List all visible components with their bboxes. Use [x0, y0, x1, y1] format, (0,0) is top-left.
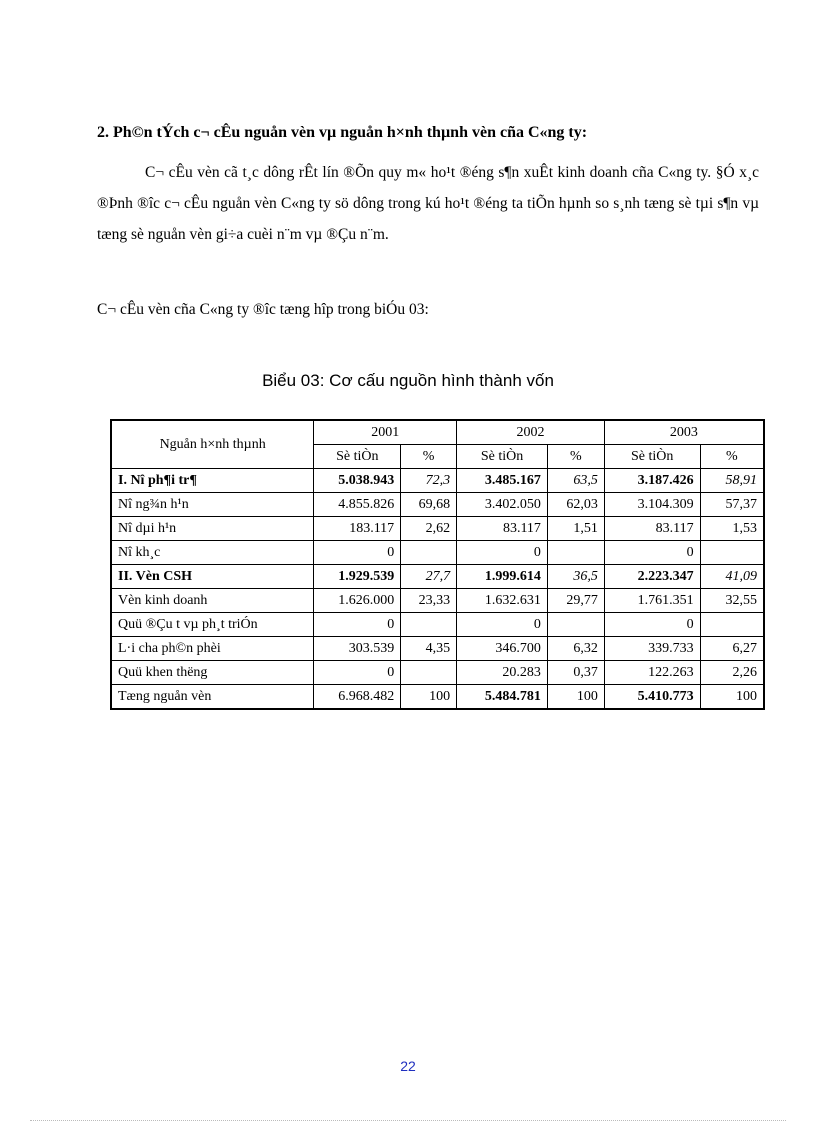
- cell-amount: 0: [604, 613, 700, 637]
- cell-amount: 0: [314, 661, 401, 685]
- cell-percent: 62,03: [547, 493, 604, 517]
- cell-amount: 122.263: [604, 661, 700, 685]
- cell-percent: [700, 613, 764, 637]
- cell-amount: 20.283: [457, 661, 548, 685]
- table-caption: Biểu 03: Cơ cấu nguồn hình thành vốn: [262, 371, 554, 390]
- table-header-row: [111, 420, 764, 445]
- header-source: Nguån h×nh thµnh: [111, 420, 314, 469]
- cell-amount: 0: [314, 541, 401, 565]
- cell-amount: 5.410.773: [604, 685, 700, 710]
- cell-percent: 100: [547, 685, 604, 710]
- table-row: [111, 589, 764, 613]
- table-row: [111, 469, 764, 493]
- section-heading: 2. Ph©n tÝch c¬ cÊu nguån vèn vµ nguån h×nh thµnh vèn cña C«ng ty:: [97, 124, 588, 141]
- cell-percent: [401, 541, 457, 565]
- cell-percent: 41,09: [700, 565, 764, 589]
- cell-amount: 0: [604, 541, 700, 565]
- subheader-amount: Sè tiÒn: [314, 445, 401, 469]
- cell-percent: 23,33: [401, 589, 457, 613]
- subheader-pct: %: [700, 445, 764, 469]
- cell-percent: 100: [700, 685, 764, 710]
- cell-percent: 58,91: [700, 469, 764, 493]
- cell-percent: [401, 661, 457, 685]
- table-row: [111, 613, 764, 637]
- header-year-2002: 2002: [457, 420, 605, 445]
- cell-amount: 3.402.050: [457, 493, 548, 517]
- capital-structure-table: [110, 419, 765, 710]
- table-row: [111, 541, 764, 565]
- page-number: 22: [400, 1058, 416, 1074]
- cell-percent: [547, 541, 604, 565]
- cell-amount: 1.626.000: [314, 589, 401, 613]
- cell-amount: 1.999.614: [457, 565, 548, 589]
- cell-percent: 72,3: [401, 469, 457, 493]
- cell-amount: 5.484.781: [457, 685, 548, 710]
- paragraph-1: C¬ cÊu vèn cã t¸c dông rÊt lín ®Õn quy m« ho¹t ®éng s¶n xuÊt kinh doanh cña C«ng ty. §Ó x¸c ®Þnh ®îc c¬ cÊu nguån vèn C«ng ty sö dông trong kú ho¹t ®éng ta tiÕn hµnh so s¸nh tæng sè tµi s¶n vµ tæng sè nguån vèn gi÷a cuèi n¨m vµ ®Çu n¨m.: [97, 164, 759, 243]
- cell-amount: 5.038.943: [314, 469, 401, 493]
- cell-percent: 57,37: [700, 493, 764, 517]
- row-label: II. Vèn CSH: [111, 565, 314, 589]
- cell-amount: 183.117: [314, 517, 401, 541]
- cell-amount: 0: [457, 613, 548, 637]
- paragraph-2: C¬ cÊu vèn cña C«ng ty ®îc tæng hîp trong biÓu 03:: [97, 301, 429, 318]
- cell-amount: 1.761.351: [604, 589, 700, 613]
- cell-amount: 83.117: [604, 517, 700, 541]
- cell-percent: [401, 613, 457, 637]
- cell-percent: 6,27: [700, 637, 764, 661]
- row-label: Quü ®Çu t vµ ph¸t triÓn: [111, 613, 314, 637]
- cell-amount: 0: [457, 541, 548, 565]
- cell-percent: 2,62: [401, 517, 457, 541]
- cell-percent: 100: [401, 685, 457, 710]
- cell-percent: 69,68: [401, 493, 457, 517]
- cell-percent: 63,5: [547, 469, 604, 493]
- row-label: L·i cha ph©n phèi: [111, 637, 314, 661]
- cell-amount: 6.968.482: [314, 685, 401, 710]
- table-row: [111, 565, 764, 589]
- row-label: Nî kh¸c: [111, 541, 314, 565]
- table-row: [111, 685, 764, 710]
- cell-percent: 32,55: [700, 589, 764, 613]
- cell-amount: 339.733: [604, 637, 700, 661]
- cell-percent: 29,77: [547, 589, 604, 613]
- cell-amount: 3.485.167: [457, 469, 548, 493]
- header-year-2003: 2003: [604, 420, 764, 445]
- cell-percent: 0,37: [547, 661, 604, 685]
- row-label: Nî dµi h¹n: [111, 517, 314, 541]
- cell-amount: 0: [314, 613, 401, 637]
- cell-percent: 4,35: [401, 637, 457, 661]
- cell-percent: 2,26: [700, 661, 764, 685]
- table-row: [111, 661, 764, 685]
- header-year-2001: 2001: [314, 420, 457, 445]
- cell-percent: 1,51: [547, 517, 604, 541]
- cell-amount: 4.855.826: [314, 493, 401, 517]
- cell-amount: 3.187.426: [604, 469, 700, 493]
- page-bottom-divider: [30, 1120, 786, 1121]
- subheader-pct: %: [547, 445, 604, 469]
- row-label: Vèn kinh doanh: [111, 589, 314, 613]
- cell-percent: 1,53: [700, 517, 764, 541]
- cell-percent: [700, 541, 764, 565]
- row-label: Nî ng¾n h¹n: [111, 493, 314, 517]
- table-row: [111, 637, 764, 661]
- cell-percent: 6,32: [547, 637, 604, 661]
- cell-percent: [547, 613, 604, 637]
- row-label: I. Nî ph¶i tr¶: [111, 469, 314, 493]
- cell-amount: 1.632.631: [457, 589, 548, 613]
- row-label: Tæng nguån vèn: [111, 685, 314, 710]
- cell-amount: 3.104.309: [604, 493, 700, 517]
- subheader-amount: Sè tiÒn: [457, 445, 548, 469]
- cell-amount: 346.700: [457, 637, 548, 661]
- cell-amount: 303.539: [314, 637, 401, 661]
- table-row: [111, 493, 764, 517]
- row-label: Quü khen thëng: [111, 661, 314, 685]
- cell-amount: 83.117: [457, 517, 548, 541]
- cell-amount: 1.929.539: [314, 565, 401, 589]
- subheader-amount: Sè tiÒn: [604, 445, 700, 469]
- cell-percent: 27,7: [401, 565, 457, 589]
- cell-amount: 2.223.347: [604, 565, 700, 589]
- cell-percent: 36,5: [547, 565, 604, 589]
- table-row: [111, 517, 764, 541]
- subheader-pct: %: [401, 445, 457, 469]
